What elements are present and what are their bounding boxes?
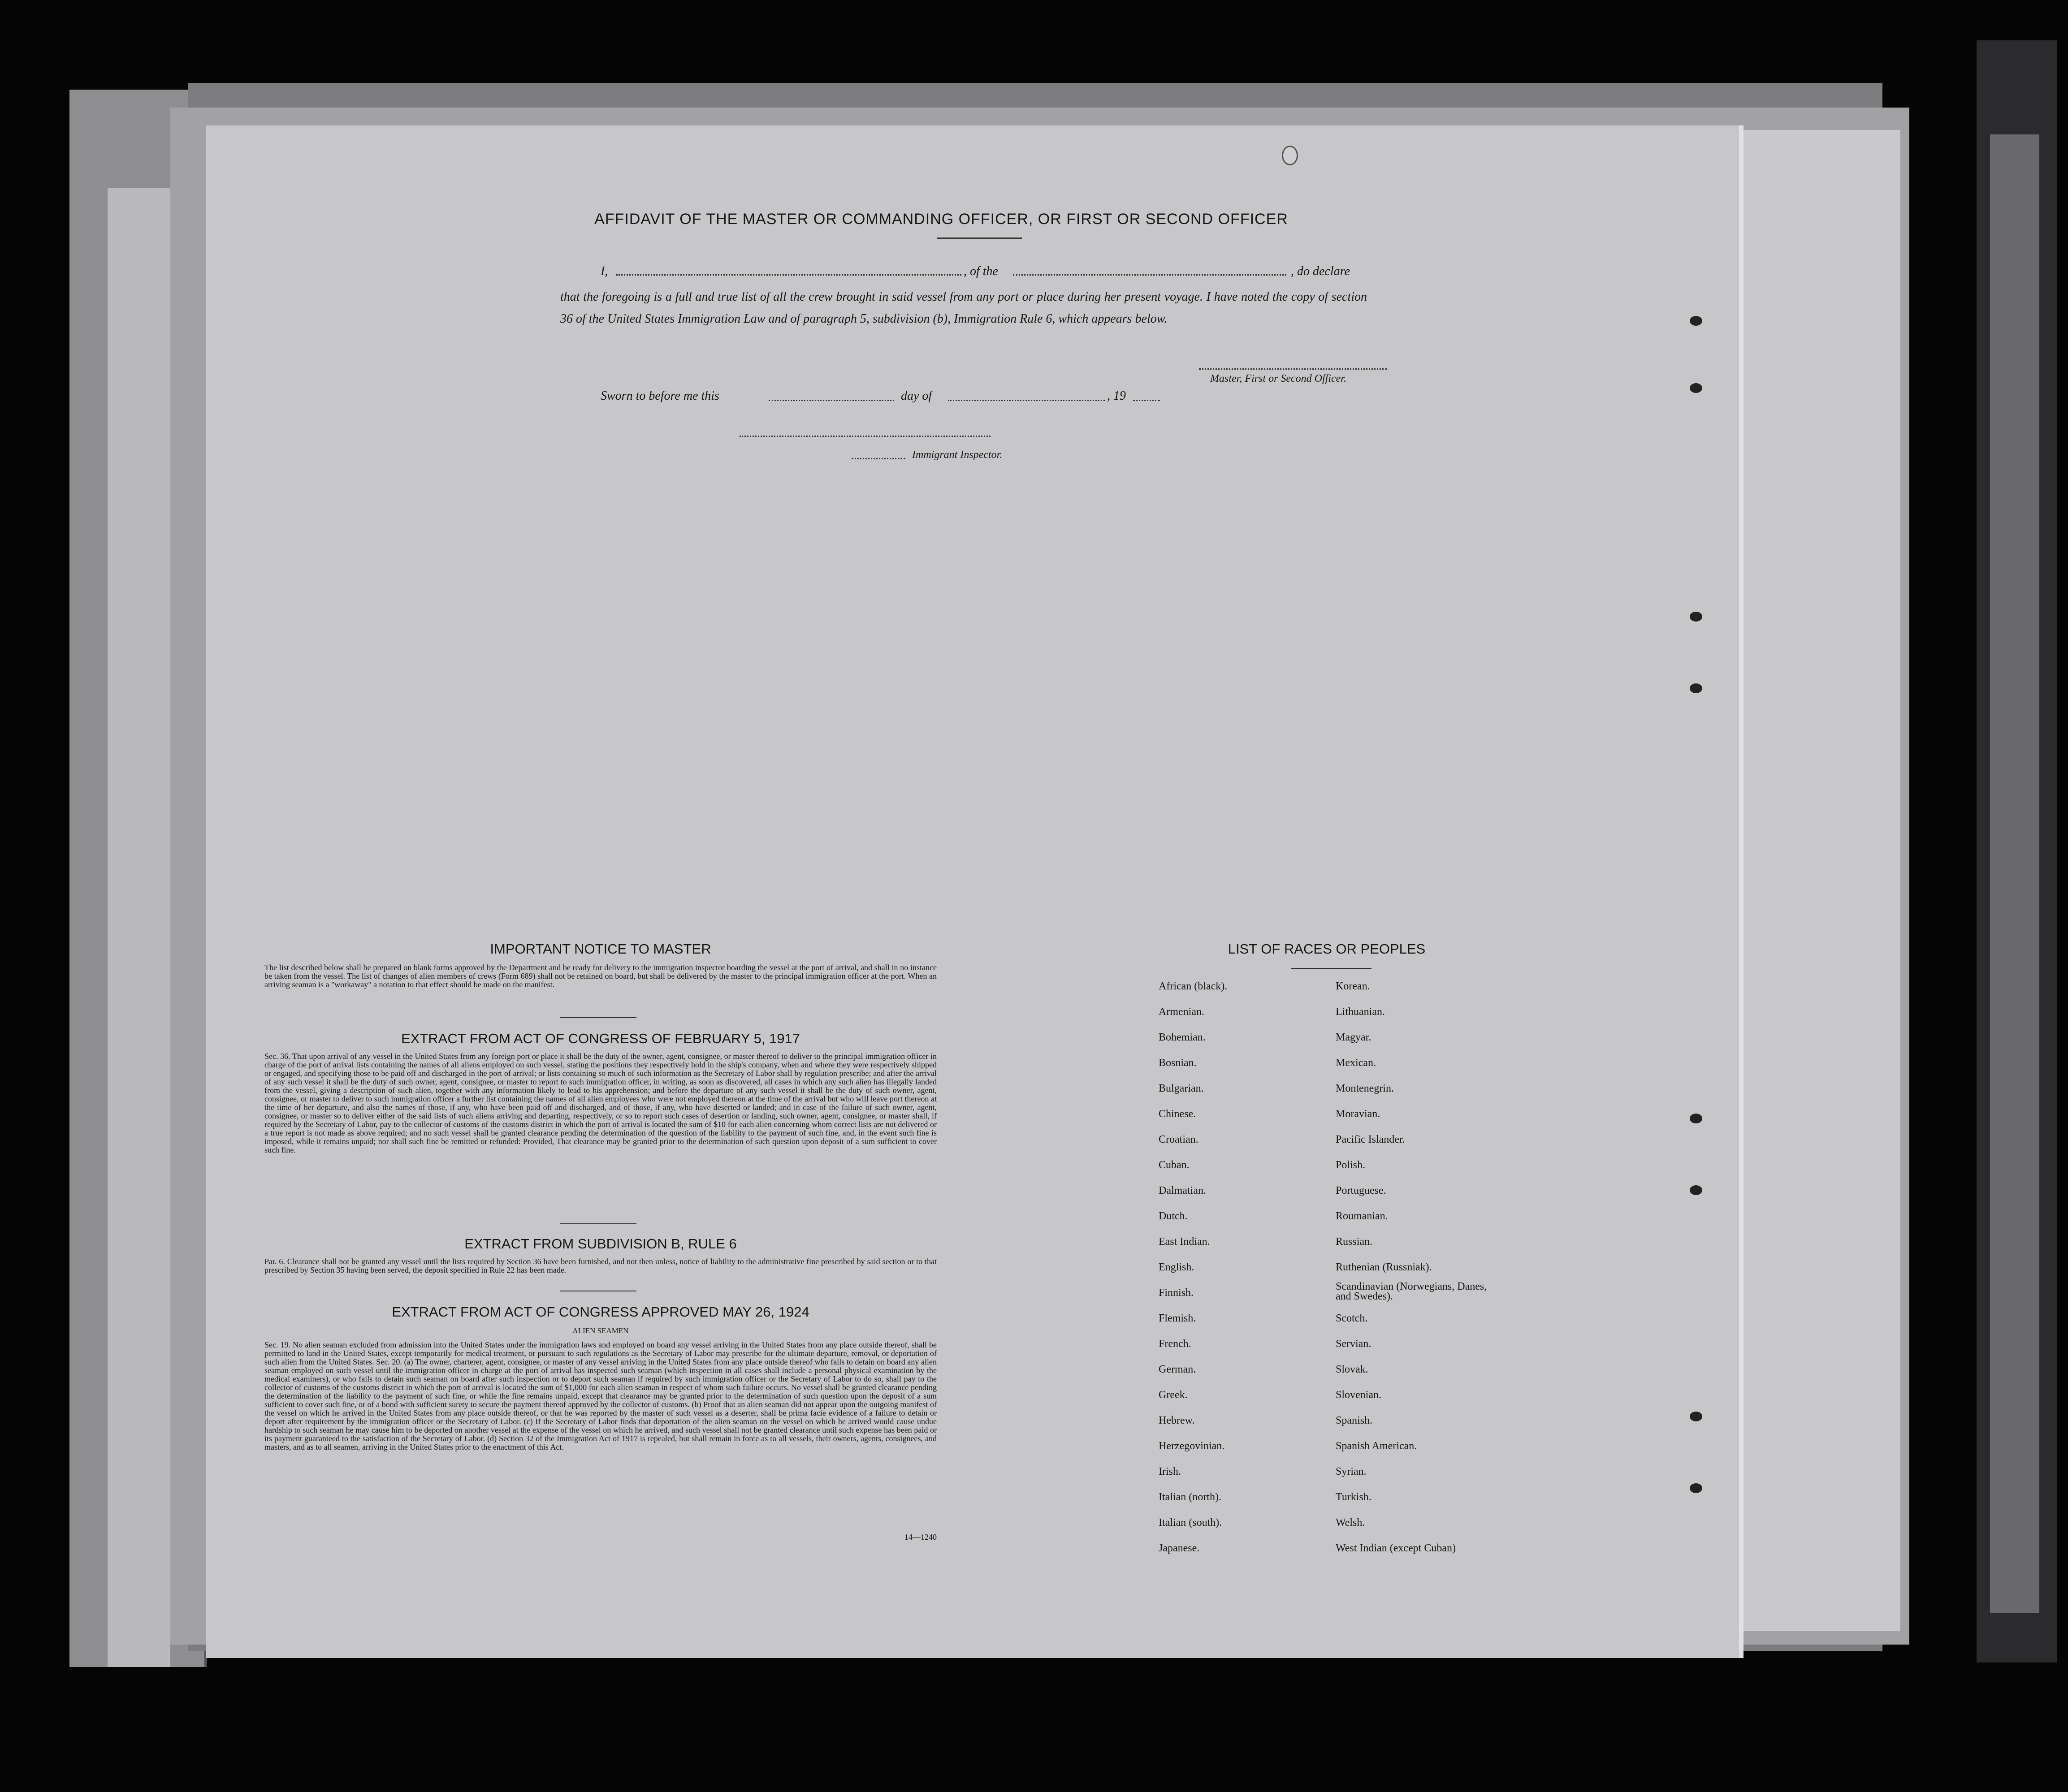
inspector-blank xyxy=(852,458,905,459)
race-item: West Indian (except Cuban) xyxy=(1336,1542,1456,1554)
binder-ring xyxy=(1690,316,1702,326)
affidavit-title: AFFIDAVIT OF THE MASTER OR COMMANDING OFFICER, OR FIRST OR SECOND OFFICER xyxy=(594,211,1288,228)
race-item: Japanese. xyxy=(1159,1542,1200,1554)
background-page-edge xyxy=(1990,134,2039,1613)
background-sheet-right xyxy=(1721,130,1900,1631)
race-item: Dutch. xyxy=(1159,1210,1188,1222)
year-label: , 19 xyxy=(1107,389,1126,403)
race-item: Finnish. xyxy=(1159,1287,1194,1299)
affidavit-i-label: I, xyxy=(601,264,608,278)
binder-ring xyxy=(1690,1114,1702,1123)
name-blank xyxy=(616,274,961,276)
race-item: Herzegovinian. xyxy=(1159,1440,1225,1452)
race-item: Slovak. xyxy=(1336,1364,1368,1375)
race-item: Spanish American. xyxy=(1336,1440,1417,1452)
subdivision-heading: EXTRACT FROM SUBDIVISION B, RULE 6 xyxy=(464,1236,737,1252)
extract-1917-text: Sec. 36. That upon arrival of any vessel in the United States from any foreign port or place it shall be the duty of the owner, agent, consignee, or master thereof to deliver to the principal immigration officer in charge of the port of arrival lists containing the names of all aliens employed on such vessel, stating the positions they respectively hold in the ship's company, when and where they were respectively shipped or engaged, and specifying those to be paid off and discharged in the port of arrival; or lists containing so much of such information as the Secretary of Labor shall by regulation prescribe; and after the arrival of any such vessel it shall be the duty of such owner, agent, consignee, or master to report to such immigration officer, in writing, as soon as discovered, all cases in which any such alien has illegally landed from the vessel, giving a description of such alien, together with any information likely to lead to his apprehension; and before the departure of any such vessel it shall be the duty of such owner, agent, consignee, or master to deliver to such immigration officer a further list containing the names of all alien employees who were not employed thereon at the time of the arrival but who will leave port thereon at the time of her departure, and also the names of those, if any, who have been paid off and discharged, and of those, if any, who have deserted or landed; and in case of the failure of such owner, agent, consignee, or master so to deliver either of the said lists of such aliens arriving and departing, respectively, or so to report such cases of desertion or landing, such owner, agent, consignee, or master shall, if required by the Secretary of Labor, pay to the collector of customs of the customs district in which the port of arrival is located the sum of $10 for each alien concerning whom correct lists are not delivered or a true report is not made as above required; and no such vessel shall be granted clearance pending the determination of the question of the liability to the payment of such fine, and, in the event such fine is imposed, while it remains unpaid; nor shall such fine be remitted or refunded: Provided, That clearance may be granted prior to the determination of such question upon deposit of a sum sufficient to cover such fine. xyxy=(264,1052,937,1154)
race-item: Armenian. xyxy=(1159,1006,1204,1018)
race-item: Turkish. xyxy=(1336,1491,1371,1503)
vessel-blank xyxy=(1013,274,1286,276)
signature-blank xyxy=(1199,368,1387,370)
race-item: Chinese. xyxy=(1159,1108,1196,1120)
day-blank xyxy=(769,400,894,401)
race-item: Italian (south). xyxy=(1159,1517,1222,1529)
race-item: East Indian. xyxy=(1159,1236,1210,1248)
race-item: Roumanian. xyxy=(1336,1210,1388,1222)
race-item: Hebrew. xyxy=(1159,1415,1195,1426)
divider xyxy=(560,1017,636,1018)
race-item: Dalmatian. xyxy=(1159,1185,1206,1196)
race-item: Russian. xyxy=(1336,1236,1373,1248)
binder-ring xyxy=(1690,1412,1702,1421)
form-number: 14—1240 xyxy=(904,1533,937,1542)
binder-ring xyxy=(1690,383,1702,393)
year-blank xyxy=(1133,400,1160,401)
race-item: Servian. xyxy=(1336,1338,1371,1350)
race-item: Croatian. xyxy=(1159,1134,1198,1145)
race-item: Slovenian. xyxy=(1336,1389,1381,1401)
race-item: Irish. xyxy=(1159,1466,1181,1477)
race-item: Welsh. xyxy=(1336,1517,1365,1529)
race-item: Italian (north). xyxy=(1159,1491,1221,1503)
race-item: Moravian. xyxy=(1336,1108,1380,1120)
race-item: Polish. xyxy=(1336,1159,1366,1171)
inspector-caption: Immigrant Inspector. xyxy=(912,449,1003,461)
background-sheet-left-inner xyxy=(108,188,170,1667)
punch-hole xyxy=(1282,146,1298,165)
day-of-label: day of xyxy=(901,389,932,403)
race-item: Spanish. xyxy=(1336,1415,1373,1426)
month-blank xyxy=(948,400,1105,401)
race-item: Korean. xyxy=(1336,980,1370,992)
race-item: Bohemian. xyxy=(1159,1032,1206,1043)
race-item: Greek. xyxy=(1159,1389,1188,1401)
race-item: Pacific Islander. xyxy=(1336,1134,1405,1145)
race-item: Bosnian. xyxy=(1159,1057,1197,1069)
extract-1924-heading: EXTRACT FROM ACT OF CONGRESS APPROVED MAY 26, 1924 xyxy=(392,1304,809,1320)
notice-heading: IMPORTANT NOTICE TO MASTER xyxy=(490,941,711,957)
binder-ring xyxy=(1690,683,1702,693)
race-item: Scandinavian (Norwegians, Danes, and Swedes). xyxy=(1336,1281,1487,1302)
race-item: German. xyxy=(1159,1364,1196,1375)
alien-seamen-subheading: ALIEN SEAMEN xyxy=(572,1326,629,1335)
document-page xyxy=(206,125,1744,1658)
affidavit-body: that the foregoing is a full and true list of all the crew brought in said vessel from any port or place during her present voyage. I have noted the copy of section 36 of the United States Immigration Law and of paragraph 5, subdivision (b), Immigration Rule 6, which appears below. xyxy=(560,290,1367,326)
race-item: African (black). xyxy=(1159,980,1228,992)
race-item: Portuguese. xyxy=(1336,1185,1386,1196)
extract-1917-heading: EXTRACT FROM ACT OF CONGRESS OF FEBRUARY 5, 1917 xyxy=(401,1031,800,1046)
inspector-signature-blank xyxy=(740,436,991,437)
divider xyxy=(560,1223,636,1224)
race-item: Lithuanian. xyxy=(1336,1006,1385,1018)
race-item: Cuban. xyxy=(1159,1159,1190,1171)
sworn-label: Sworn to before me this xyxy=(601,389,719,403)
divider xyxy=(937,237,1022,239)
race-item: Scotch. xyxy=(1336,1313,1368,1324)
subdivision-text: Par. 6. Clearance shall not be granted any vessel until the lists required by Section 36 have been furnished, and not then unless, notice of liability to the administrative fine prescribed by said section or to that prescribed by Section 35 having been served, the deposit specified in Rule 22 has been made. xyxy=(264,1257,937,1274)
races-heading: LIST OF RACES OR PEOPLES xyxy=(1228,941,1426,957)
binder-ring xyxy=(1690,1483,1702,1493)
race-item: Magyar. xyxy=(1336,1032,1371,1043)
race-item: Mexican. xyxy=(1336,1057,1376,1069)
extract-1924-text: Sec. 19. No alien seaman excluded from admission into the United States under the immigration laws and employed on board any vessel arriving in the United States from any place outside thereof, shall be permitted to land in the United States, except temporarily for medical treatment, or pursuant to such regulations as the Secretary of Labor may prescribe for the ultimate departure, removal, or deportation of such alien from the United States. Sec. 20. (a) The owner, charterer, agent, consignee, or master of any vessel arriving in the United States from any place outside thereof who fails to detain on board any alien seaman employed on such vessel until the immigration officer in charge at the port of arrival has inspected such seaman (which inspection in all cases shall include a personal physical examination by the medical examiners), or who fails to detain such seaman on board after such inspection or to deport such seaman if required by such immigration officer or the Secretary of Labor to do so, shall pay to the collector of customs of the customs district in which the port of arrival is located the sum of $1,000 for each alien seaman in respect of whom such failure occurs. No vessel shall be granted clearance pending the determination of the liability to the payment of such fine, or while the fine remains unpaid, except that clearance may be granted prior to the determination of such question upon the deposit of a sum sufficient to cover such fine, or of a bond with sufficient surety to secure the payment thereof approved by the collector of customs. (b) Proof that an alien seaman did not appear upon the outgoing manifest of the vessel on which he arrived in the United States from any place outside thereof, or that he was reported by the master of such vessel as a deserter, shall be prima facie evidence of a failure to detain or deport after requirement by the immigration officer or the Secretary of Labor. (c) If the Secretary of Labor finds that deportation of the alien seaman on the vessel on which he arrived would cause undue hardship to such seaman he may cause him to be deported on another vessel at the expense of the vessel on which he arrived, and such vessel shall not be granted clearance until such expense has been paid or its payment guaranteed to the satisfaction of the Secretary of Labor. (d) Section 32 of the Immigration Act of 1917 is repealed, but shall remain in force as to all vessels, their owners, agents, consignees, and masters, and as to all seamen, arriving in the United States prior to the enactment of this Act. xyxy=(264,1340,937,1451)
binder-ring xyxy=(1690,1185,1702,1195)
race-item: Ruthenian (Russniak). xyxy=(1336,1261,1432,1273)
race-item: English. xyxy=(1159,1261,1194,1273)
divider xyxy=(1291,968,1371,969)
race-item: French. xyxy=(1159,1338,1191,1350)
affidavit-of-the: , of the xyxy=(964,264,998,278)
affidavit-declare: , do declare xyxy=(1291,264,1350,278)
race-item: Montenegrin. xyxy=(1336,1083,1394,1094)
master-caption: Master, First or Second Officer. xyxy=(1210,373,1346,384)
race-item: Bulgarian. xyxy=(1159,1083,1204,1094)
race-item: Syrian. xyxy=(1336,1466,1367,1477)
binder-ring xyxy=(1690,612,1702,622)
race-item: Flemish. xyxy=(1159,1313,1196,1324)
notice-text: The list described below shall be prepared on blank forms approved by the Department and be ready for delivery to the immigration inspector boarding the vessel at the port of arrival, and shall in no instance be taken from the vessel. The list of changes of alien members of crews (Form 689) shall not be retained on board, but shall be delivered by the master to the principal immigration officer at the port. When an arriving seaman is a "workaway" a notation to that effect should be made on the manifest. xyxy=(264,963,937,989)
